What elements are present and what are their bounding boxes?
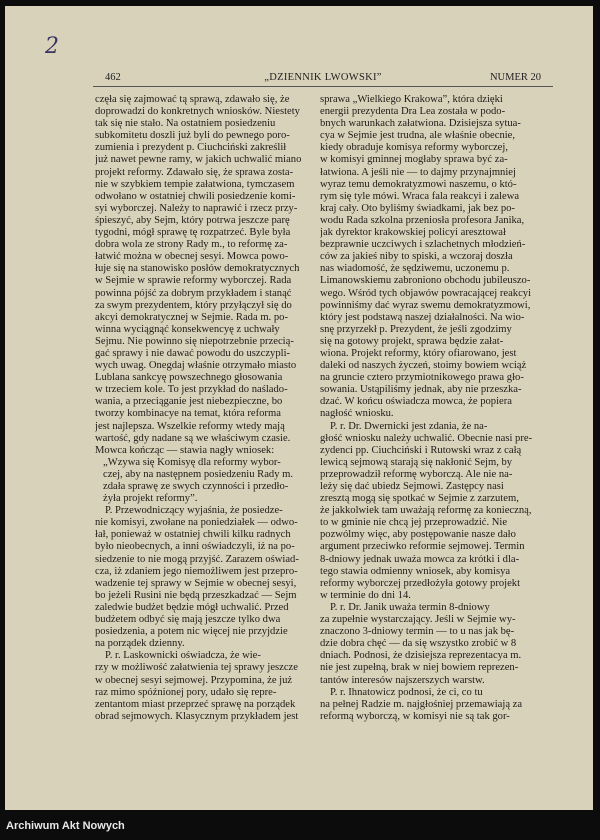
text-line: wego. Wśród tych objawów powracającej reakcyi <box>320 287 532 299</box>
text-line: Sejmu. Nie powinno się niepotrzebnie przecią- <box>95 335 294 347</box>
text-line: który jest podstawą naszej działalności. Na wio- <box>320 311 525 323</box>
text-line: P. r. Dr. Dwernicki jest zdania, że na- <box>330 420 488 432</box>
text-line: łatwić można w obecnej sesyi. Mowca powo- <box>95 251 289 263</box>
text-line: na gruncie cztero przymiotnikowego prawa gło- <box>320 372 524 384</box>
text-line: wodu Rada szkolna przeniosła profesora Janika, <box>320 214 525 226</box>
text-line: nie w szybkiem tempie załatwiona, tymczasem <box>95 178 295 190</box>
text-line: było nieobecnych, a inni oświadczyli, iż na po- <box>95 541 295 553</box>
text-line: lewicą sejmową starają się nakłonić Sejm, by <box>320 456 513 468</box>
text-line: się na gotowy projekt, sprawa będzie załat- <box>320 335 504 347</box>
text-line: zdała sprawę ze swych czynności i przedło- <box>103 481 289 492</box>
text-line: posiedzenia, a potem nic więcej nie przyjdzie <box>95 626 288 638</box>
text-line: reformy wyborczej przedłożyła gotowy projekt <box>320 577 521 589</box>
text-line: łatwiona. A jeśli nie — to dajmy przynajmniej <box>320 166 516 178</box>
text-line: tygodni, mógł sprawę tę rozpatrzeć. Byle była <box>95 227 291 239</box>
text-line: obrad sejmowych. Klasycznym przykładem jest <box>95 710 299 722</box>
text-line: przeprowadził reformę wyborczą. Ale nie na- <box>320 468 513 480</box>
text-line: P. r. Ihnatowicz podnosi, że ci, co tu <box>330 686 483 698</box>
text-line: w terminie do dni 14. <box>320 589 411 601</box>
text-line: bnych warunkach załatwiona. Dzisiejsza sytua- <box>320 118 521 130</box>
text-line: akcyi demokratycznej w Sejmie. Rada m. po- <box>95 311 288 323</box>
text-line: ców za jakieś niby to spiski, a wczoraj doszła <box>320 251 513 263</box>
text-line: kraj cały. Oto byliśmy świadkami, jak bez po- <box>320 202 515 214</box>
text-line: leży się dać ubiedz Sejmowi. Zastępcy nasi <box>320 481 504 492</box>
text-line: zaledwie budżet będzie mógł uchwalić. Przed <box>95 601 289 613</box>
text-line: reformą wyborczą, w komisyi nie są tak gor- <box>320 710 510 722</box>
archive-footer: Archiwum Akt Nowych <box>6 820 125 832</box>
text-line: na porządek dzienny. <box>95 638 185 650</box>
text-line: bezprawnie uczciwych i szlachetnych młodzień- <box>320 239 526 251</box>
text-line: za swym prezydentem, który przyłączył się do <box>95 299 292 311</box>
left-column <box>95 94 311 723</box>
text-line: tak się nie stało. Na ostatniem posiedzeniu <box>95 118 276 130</box>
text-line: w trzeciem kole. To jest przykład do naślado- <box>95 384 288 396</box>
text-line: cya w Sejmie jest trudna, ale właśnie obecnie, <box>320 130 516 142</box>
text-line: jest najlepsza. Wszelkie reformy wtedy mają <box>95 420 285 432</box>
text-line: żyła projekt reformy”. <box>103 493 198 505</box>
text-line: rym się tyle mówi. Wraca fala reakcyi i zalewa <box>320 190 520 202</box>
text-line: Mowca kończąc — stawia nagły wniosek: <box>95 444 275 456</box>
text-line: siedzenie to nie mogą przyjść. Zarazem oświad- <box>95 553 299 565</box>
text-line: zumienia i prezydent p. Ciuchciński zakreślił <box>95 142 287 154</box>
text-line: gać sprawy i nie dawać powodu do uszczypli- <box>95 347 291 359</box>
text-line: subkomitetu doszli już byli do pewnego poro- <box>95 130 290 142</box>
text-line: głość wniosku należy uchwalić. Obecnie nasi pre- <box>320 432 533 444</box>
text-line: wadzenie tej sprawy w Sejmie w obecnej sesyi, <box>95 577 297 589</box>
text-line: zresztą mogą się spotkać w Sejmie z zarzutem, <box>320 493 519 505</box>
text-line: energii prezydenta Dra Lea została w podo- <box>320 106 506 118</box>
text-line: to w gminie nie chcą jej przeprowadzić. Nie <box>320 517 508 529</box>
text-line: budżetem odbyć się mają jeszcze tylko dwa <box>95 614 281 626</box>
text-line: dniach. Podnosi, że dzisiejsza reprezentacya m. <box>320 650 522 662</box>
text-line: Limanowskiemu zabroniono obchodu jubileuszo- <box>320 275 531 287</box>
text-line: na pełnej Radzie m. najgłośniej przemawiają za <box>320 698 523 710</box>
text-line: wiona. Projekt reformy, który ofiarowano, jest <box>320 347 517 359</box>
text-line: zentantom miast przeprzeć sprawę na porządek <box>95 698 296 710</box>
header-rule <box>93 86 553 87</box>
text-line: snę przyrzekł p. Prezydent, że jeśli zgodzimy <box>320 323 512 335</box>
text-line: nie komisyi, zwołane na poniedziałek — odwo- <box>95 517 298 529</box>
text-line: P. Przewodniczący wyjaśnia, że posiedze- <box>105 505 283 517</box>
text-line: łuje się na stanowisko posłów demokratycznych <box>95 263 300 275</box>
text-line: sowania. Ustąpiliśmy jednak, aby nie przeszka- <box>320 384 522 396</box>
text-line: daleki od naszych życzeń, stoimy bowiem wciąż <box>320 360 527 372</box>
text-line: w obecnej sesyi sejmowej. Przypomina, że już <box>95 674 293 686</box>
right-column <box>320 94 536 723</box>
text-line: pozwólmy więc, aby postępowanie nasze dało <box>320 529 516 541</box>
text-line: znaczono 3-dniowy termin — to u nas jak bę- <box>320 626 515 638</box>
text-line: za zupełnie wystarczający. Jeśli w Sejmie wy- <box>320 614 516 626</box>
text-line: czej, aby na następnem posiedzeniu Rady m. <box>103 468 294 480</box>
text-line: tworzy kombinacye na temat, która reforma <box>95 408 281 420</box>
text-line: syi wyborczej. Należy to naprawić i rzecz przy- <box>95 202 298 214</box>
text-line: 8-dniowy jednak uważa mowca za krótki i dla- <box>320 553 520 565</box>
text-line: dzać. W końcu oświadcza mowca, że popiera <box>320 396 512 408</box>
text-line: rzy w możliwość załatwienia tej sprawy jeszcze <box>95 662 298 674</box>
text-line: nie jest zupełną, brak w niej bowiem reprezen- <box>320 662 519 674</box>
text-line: jak dyrektor krakowskiej policyi aresztował <box>320 227 506 239</box>
text-line: tantów interesów najszerszych warstw. <box>320 674 485 686</box>
text-line: P. r. Dr. Janik uważa termin 8-dniowy <box>330 601 490 613</box>
journal-title: „DZIENNIK LWOWSKI” <box>264 72 382 83</box>
text-line: cza, iż zdaniem jego niemożliwem jest przepro- <box>95 565 298 577</box>
text-line: sprawa „Wielkiego Krakowa”, która dzięki <box>320 94 503 105</box>
text-line: dobra wola ze strony Rady m., to reformę za- <box>95 239 288 251</box>
text-line: nagłość wniosku. <box>320 408 394 420</box>
text-line: wyraz temu demokratyzmowi naszemu, o któ- <box>320 178 517 190</box>
text-line: „Wzywa się Komisyę dla reformy wybor- <box>103 456 281 468</box>
text-line: raz mimo spóźnionej pory, udało się repre- <box>95 686 277 698</box>
text-line: powinna pójść za dobrym przykładem i stanąć <box>95 287 292 299</box>
issue-number: NUMER 20 <box>489 72 541 83</box>
text-line: projekt reformy. Zdawało się, że sprawa zosta- <box>95 166 294 178</box>
text-line: nas wiadomość, że sędziwemu, uczonemu p. <box>320 263 510 275</box>
text-line: doprowadzi do konkretnych wniosków. Niestety <box>95 106 300 118</box>
text-line: częła się zajmować tą sprawą, zdawało się, że <box>95 94 290 105</box>
text-line: tego stawia odmienny wniosek, aby komisya <box>320 565 511 577</box>
text-line: winna wyciągnąć konsekwencyę z uchwały <box>95 323 280 335</box>
page-number: 462 <box>105 72 121 83</box>
text-line: P. r. Laskownicki oświadcza, że wie- <box>105 650 261 662</box>
text-line: dzie dobra chęć — da się wszystko zrobić w 8 <box>320 638 517 650</box>
text-line: już nawet pewne ramy, w jakich uchwalić miano <box>95 154 302 166</box>
text-line: argument przeciwko reformie sejmowej. Termin <box>320 541 525 553</box>
text-line: wartość, gdy nadane są we właściwym czasie. <box>95 432 291 444</box>
text-line: kiedy obraduje komisya reformy wyborczej, <box>320 142 508 154</box>
text-line: zydenci pp. Ciuchciński i Rutowski wraz z całą <box>320 444 522 456</box>
text-line: wania, a przeciąganie jest niebezpieczne, bo <box>95 396 283 408</box>
text-line: w komisyi gminnej mogłaby sprawa być za- <box>320 154 508 166</box>
text-line: śpieszyć, aby Sejm, który potrwa jeszcze parę <box>95 214 290 226</box>
text-line: bo jeżeli Rusini nie będą przeszkadzać — Sejm <box>95 589 297 601</box>
text-line: że jakkolwiek tam uważają reformę za konieczną, <box>320 505 532 517</box>
text-line: powinniśmy dać wyraz swemu demokratyzmowi, <box>320 299 531 311</box>
text-line: Lublana sankcyę powszechnego głosowania <box>95 372 283 384</box>
handwritten-page-mark: 2 <box>45 34 59 59</box>
document-page <box>5 6 593 810</box>
text-line: odwołano w ostatniej chwili posiedzenie komi- <box>95 190 296 202</box>
text-line: w Sejmie w sprawie reformy wyborczej. Rada <box>95 275 292 287</box>
text-line: łał, ponieważ w ostatniej chwili kilku radnych <box>95 529 291 541</box>
text-line: wych uwag. Onegdaj właśnie otrzymało miasto <box>95 360 297 372</box>
